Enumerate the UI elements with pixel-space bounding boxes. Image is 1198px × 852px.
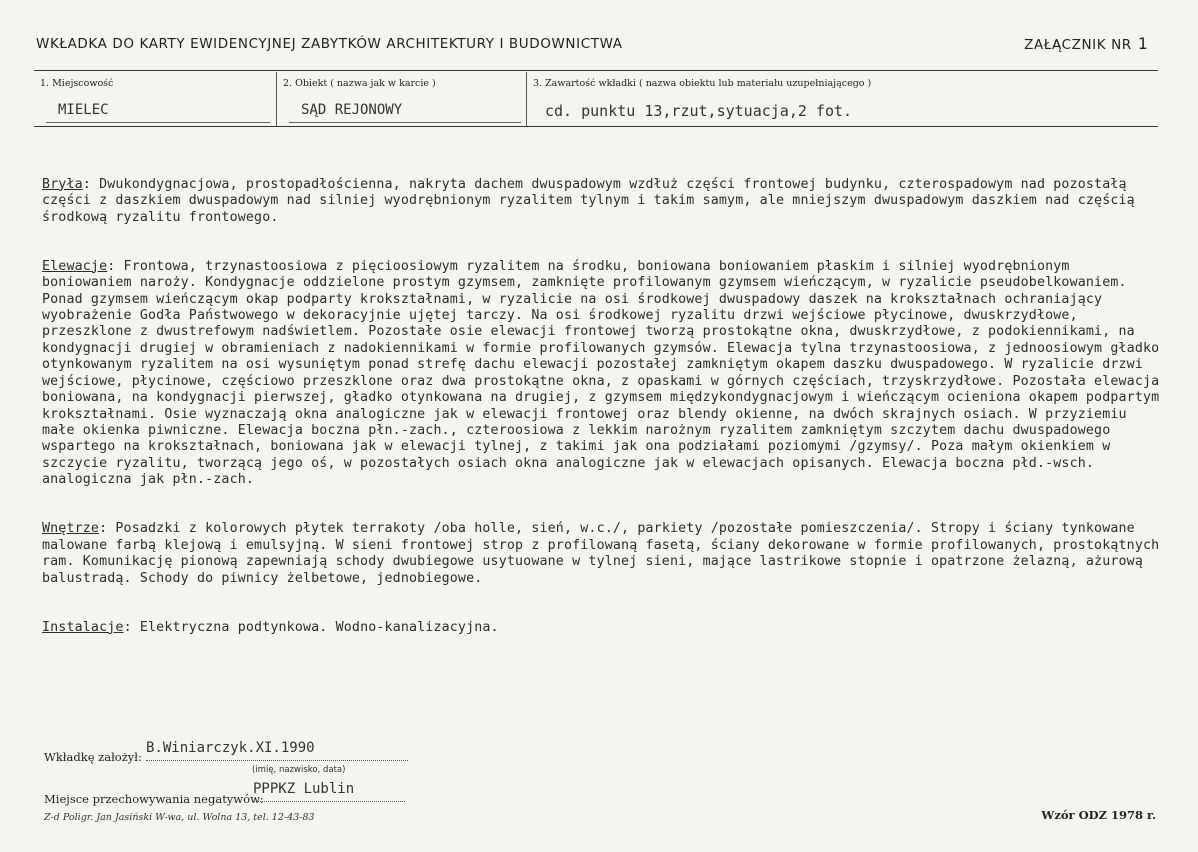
section-label: Wnętrze bbox=[42, 521, 100, 537]
locality-field bbox=[34, 72, 276, 126]
locality-label: 1. Miejscowość bbox=[40, 78, 114, 89]
section-label: Instalacje bbox=[42, 619, 124, 635]
description-body bbox=[42, 144, 1168, 669]
annex-number bbox=[1024, 34, 1148, 53]
content-field bbox=[526, 72, 1158, 126]
printer-imprint: Z-d Poligr. Jan Jasiński W-wa, ul. Wolna 13, tel. 12-43-83 bbox=[44, 812, 315, 823]
content-value: cd. punktu 13,rzut,sytuacja,2 fot. bbox=[545, 102, 853, 120]
form-number: Wzór ODZ 1978 r. bbox=[1041, 808, 1156, 822]
object-field bbox=[276, 72, 527, 126]
author-caption: (imię, nazwisko, data) bbox=[252, 765, 346, 775]
section-label: Elewacje bbox=[42, 258, 108, 274]
section-wnetrze bbox=[42, 521, 1168, 587]
section-label: Bryła bbox=[42, 176, 83, 192]
section-bryla bbox=[42, 177, 1160, 226]
section-text: : Posadzki z kolorowych płytek terrakoty /oba holle, sień, w.c./, parkiety /pozostałe pomieszczenia/. Stropy i ściany tynkowane malowane farbą klejową i emulsyjną. W sieni frontowej strop z profilowaną fasetą, ściany dekorowane w formie profilowanych, prostokątnych ram. Komunikację pionową zapewniają schody dwubiegowe usytuowane w tylnej sieni, mające lastrikowe stopnie i opatrzone żelazną, ażurową balustradą. Schody do piwnicy żelbetowe, jednobiegowe. bbox=[42, 521, 1168, 586]
section-instalacje bbox=[42, 620, 1160, 636]
section-text: : Dwukondygnacjowa, prostopadłościenna, nakryta dachem dwuspadowym wzdłuż części frontowej budynku, czterospadowym nad pozostałą części z daszkiem dwuspadowym nad silniej wyodrębnionym ryzalitem tylnym i takim samym, ale mniejszym dwuspadowym daszkiem nad częścią środkową ryzalitu frontowego. bbox=[42, 176, 1143, 225]
locality-underline bbox=[46, 122, 270, 123]
negatives-label: Miejsce przechowywania negatywów: bbox=[44, 792, 264, 806]
author-label: Wkładkę założył: bbox=[44, 750, 142, 764]
content-label: 3. Zawartość wkładki ( nazwa obiektu lub materiału uzupełniającego ) bbox=[533, 78, 872, 89]
header-bottom-rule bbox=[34, 126, 1158, 127]
section-elewacje bbox=[42, 258, 1168, 489]
section-text: : Elektryczna podtynkowa. Wodno-kanalizacyjna. bbox=[123, 619, 499, 635]
author-value: B.Winiarczyk.XI.1990 bbox=[146, 740, 408, 761]
section-text: : Frontowa, trzynastoosiowa z pięcioosiowym ryzalitem na środku, boniowana boniowaniem płaskim i silniej wyodrębnionym boniowaniem naroży. Kondygnacje oddzielone prostym gzymsem, zamknięte profilowanym gzymsem wieńczącym, w ryzalicie pseudobelkowaniem. Ponad gzymsem wieńczącym okap podparty krokształnami, w ryzalicie na osi środkowej dwuspadowy daszek na krokształnach ochraniający wyobrażenie Godła Państwowego w dekoracyjnie ujętej tarczy. Na osi środkowej ryzalitu drzwi wejściowe płycinowe, dwuskrzydłowe, przeszklone z dwustrefowym nadświetlem. Pozostałe osie elewacji frontowej tworzą prostokątne okna, dwuskrzydłowe, z podokiennikami, na kondygnacji drugiej w obramieniach z nadokiennikami w formie profilowanych gzymsów. Elewacja tylna trzynastoosiowa, z jednoosiowym gładko otynkowanym ryzalitem na osi wysuniętym ponad strefę dachu elewacji pozostałej zamkniętym okapem daszku dwuspadowego. W ryzalicie drzwi wejściowe, płycinowe, częściowo przeszklone oraz dwa prostokątne okna, z opaskami w górnych częściach, trzyskrzydłowe. Pozostała elewacja boniowana, na kondygnacji pierwszej, gładko otynkowana na drugiej, z gzymsem międzykondygnacjowym i wieńczącym ocieniona okapem podpartym krokształnami. Osie wyznaczają okna analogiczne jak w elewacji frontowej oraz blendy okienne, na dwóch skrajnych osiach. W przyziemiu małe okienka piwniczne. Elewacja boczna płn.-zach., czteroosiowa z lekkim narożnym ryzalitem zamkniętym szczytem dachu dwuspadowego wspartego na krokształnach, boniowana jak w elewacji tylnej, z takimi jak ona podziałami poziomymi /gzymsy/. Poza małym okienkiem w szczycie ryzalitu, tworzącą jego oś, w pozostałych osiach okna analogiczne jak w elewacjach opisanych. Elewacja boczna płd.-wsch. analogiczna jak płn.-zach. bbox=[42, 258, 1168, 488]
header-fields bbox=[34, 72, 1158, 126]
form-title: WKŁADKA DO KARTY EWIDENCYJNEJ ZABYTKÓW ARCHITEKTURY I BUDOWNICTWA bbox=[36, 36, 623, 52]
object-underline bbox=[289, 122, 521, 123]
object-label: 2. Obiekt ( nazwa jak w karcie ) bbox=[283, 78, 436, 89]
locality-value: MIELEC bbox=[58, 102, 109, 118]
top-rule bbox=[34, 70, 1158, 71]
annex-number-value: 1 bbox=[1137, 34, 1148, 53]
negatives-value: PPPKZ Lublin bbox=[253, 781, 405, 802]
object-value: SĄD REJONOWY bbox=[301, 102, 403, 118]
annex-label: ZAŁĄCZNIK NR bbox=[1024, 37, 1132, 53]
